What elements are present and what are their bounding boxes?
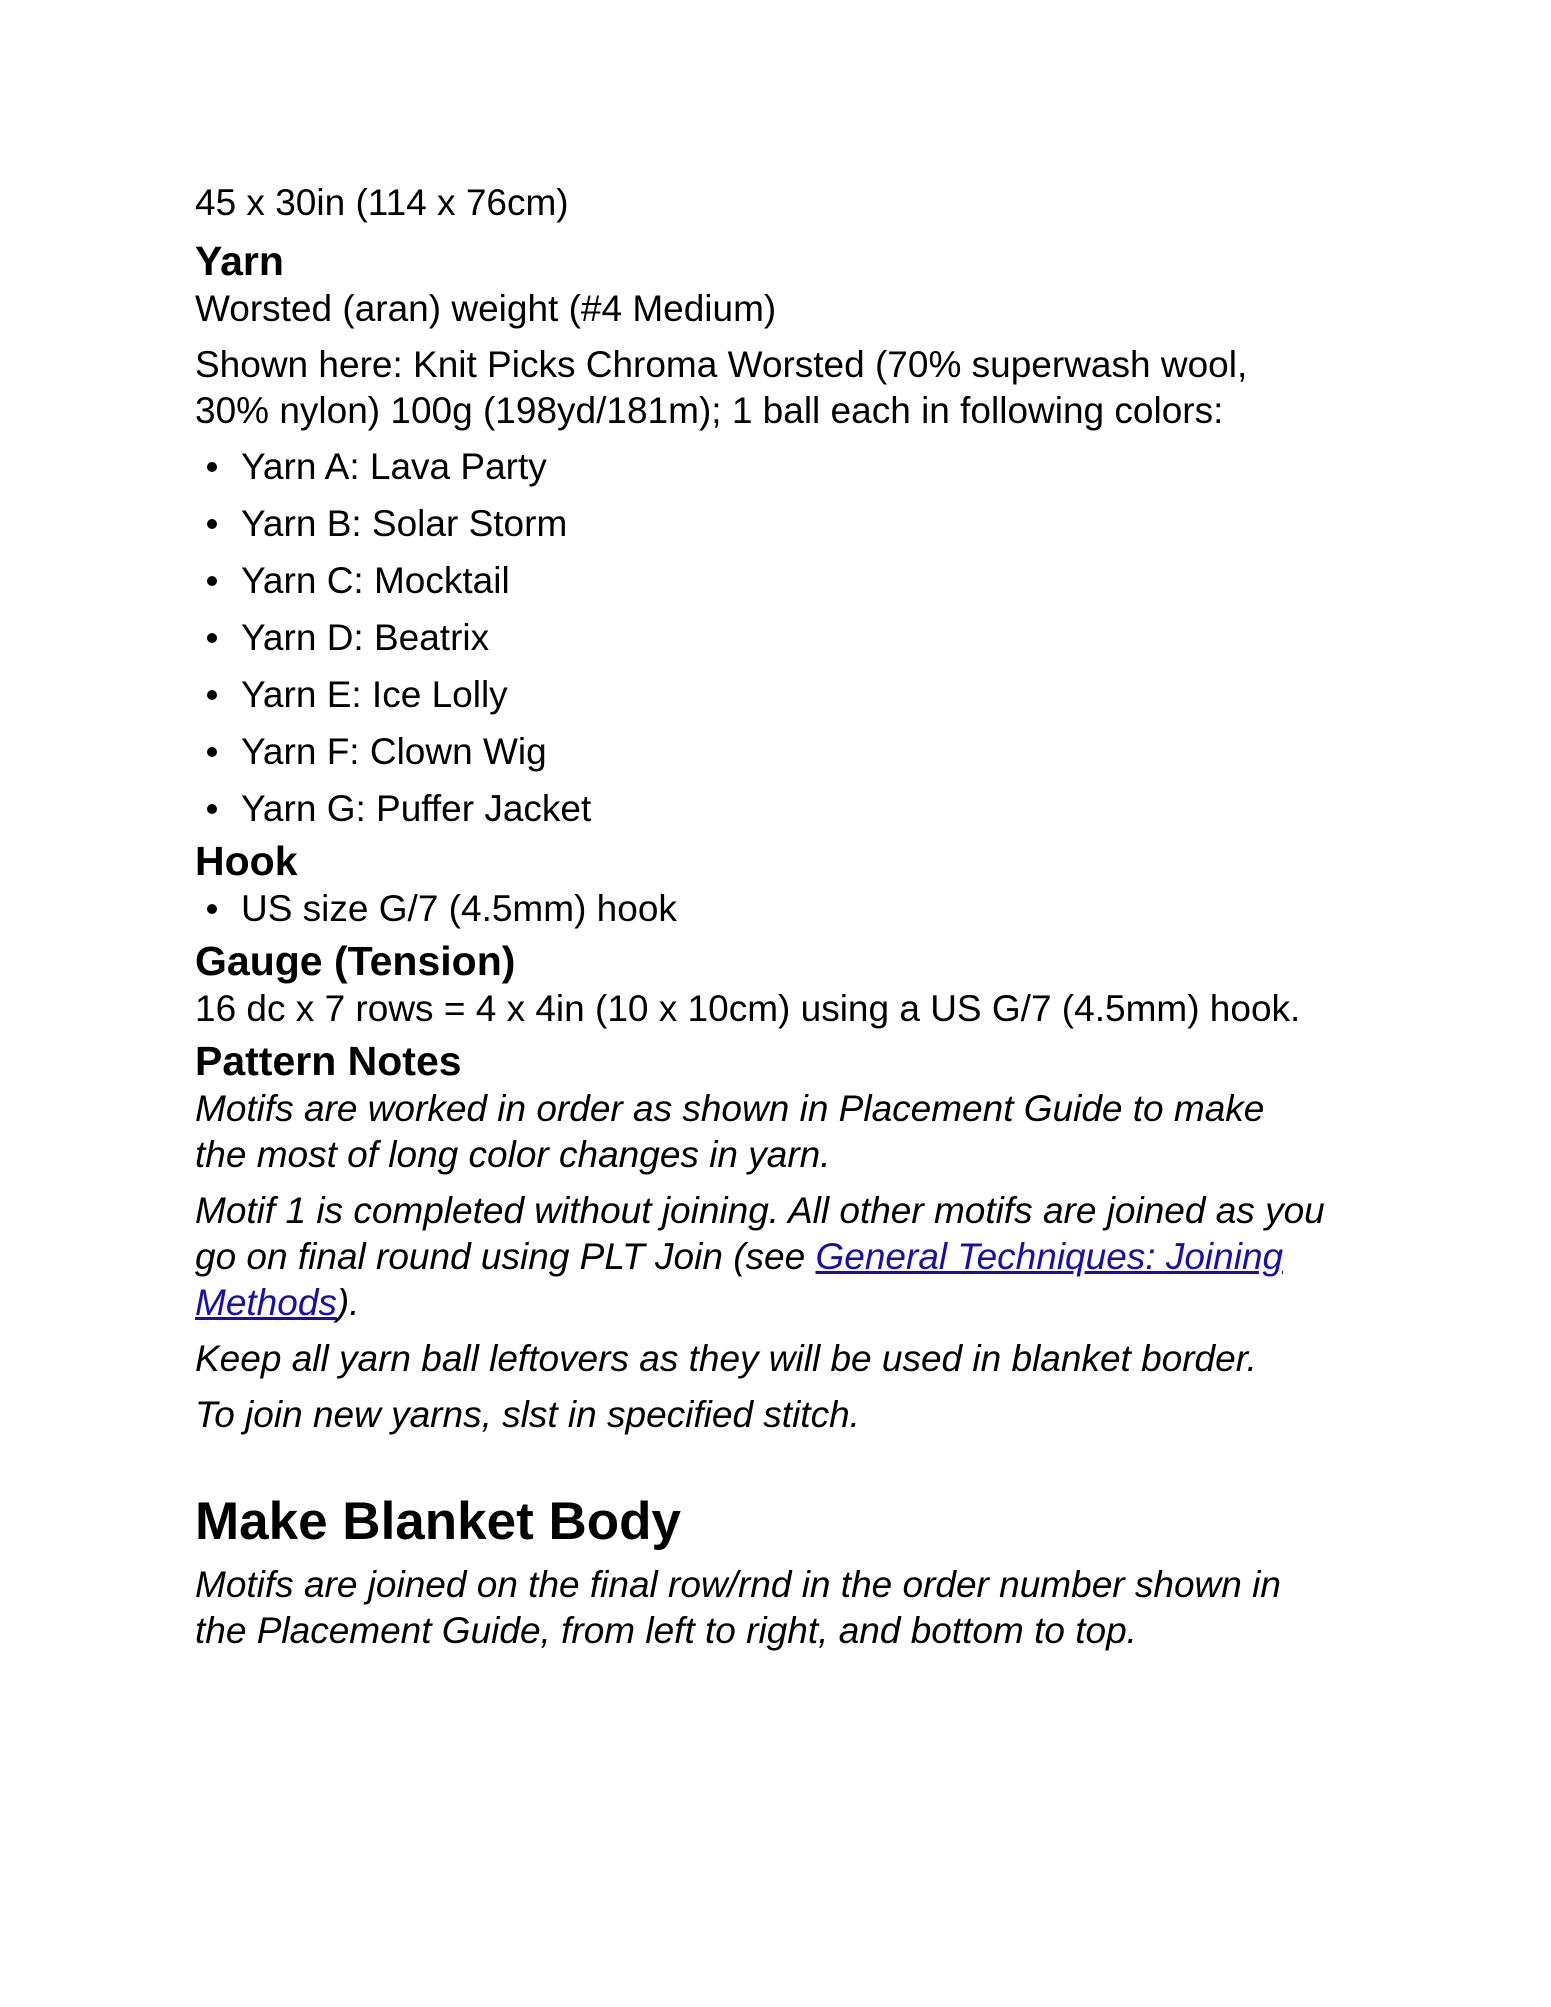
make-blanket-body-text: Motifs are joined on the final row/rnd in the order number shown in the Placement Guide, from left to right, and bottom to top. bbox=[195, 1564, 1281, 1651]
pattern-note: To join new yarns, slst in specified stitch. bbox=[195, 1394, 860, 1435]
make-blanket-body-title: Make Blanket Body bbox=[195, 1492, 681, 1551]
list-item bbox=[195, 501, 1385, 547]
list-item bbox=[195, 729, 1385, 775]
pattern-note: Motifs are worked in order as shown in Placement Guide to make the most of long color changes in yarn. bbox=[195, 1088, 1265, 1175]
hook-item-label: US size G/7 (4.5mm) hook bbox=[241, 888, 677, 929]
pattern-note-text: ). bbox=[336, 1282, 360, 1323]
list-item bbox=[195, 886, 1385, 932]
yarn-list bbox=[195, 444, 1385, 832]
hook-heading: Hook bbox=[195, 838, 298, 884]
yarn-item-label: Yarn A: Lava Party bbox=[241, 446, 547, 487]
yarn-item-label: Yarn E: Ice Lolly bbox=[241, 674, 508, 715]
gauge-heading: Gauge (Tension) bbox=[195, 938, 516, 984]
yarn-item-label: Yarn C: Mocktail bbox=[241, 560, 510, 601]
bullet-icon bbox=[207, 633, 217, 643]
bullet-icon bbox=[207, 462, 217, 472]
bullet-icon bbox=[207, 904, 217, 914]
bullet-icon bbox=[207, 576, 217, 586]
hook-list bbox=[195, 886, 1385, 932]
pattern-note-text: Motif 1 is completed without joining. All other motifs are joined as you go on final round using PLT Join (see bbox=[195, 1190, 1325, 1277]
list-item bbox=[195, 558, 1385, 604]
bullet-icon bbox=[207, 747, 217, 757]
pattern-notes-heading: Pattern Notes bbox=[195, 1038, 462, 1084]
finished-size: 45 x 30in (114 x 76cm) bbox=[195, 182, 569, 223]
document-page bbox=[195, 180, 1385, 1654]
pattern-note: Keep all yarn ball leftovers as they will be used in blanket border. bbox=[195, 1338, 1257, 1379]
gauge-text: 16 dc x 7 rows = 4 x 4in (10 x 10cm) using a US G/7 (4.5mm) hook. bbox=[195, 988, 1301, 1029]
yarn-shown-here: Shown here: Knit Picks Chroma Worsted (70% superwash wool, 30% nylon) 100g (198yd/181m); 1 ball each in following colors: bbox=[195, 344, 1248, 431]
yarn-item-label: Yarn B: Solar Storm bbox=[241, 503, 568, 544]
bullet-icon bbox=[207, 519, 217, 529]
general-techniques-link[interactable]: General Techniques: Joining Methods bbox=[195, 1236, 1284, 1323]
yarn-heading: Yarn bbox=[195, 238, 284, 284]
yarn-item-label: Yarn G: Puffer Jacket bbox=[241, 788, 592, 829]
yarn-weight: Worsted (aran) weight (#4 Medium) bbox=[195, 288, 777, 329]
bullet-icon bbox=[207, 690, 217, 700]
list-item bbox=[195, 672, 1385, 718]
bullet-icon bbox=[207, 804, 217, 814]
list-item bbox=[195, 615, 1385, 661]
yarn-item-label: Yarn D: Beatrix bbox=[241, 617, 490, 658]
yarn-item-label: Yarn F: Clown Wig bbox=[241, 731, 547, 772]
pattern-note bbox=[195, 1188, 1365, 1326]
list-item bbox=[195, 786, 1385, 832]
list-item bbox=[195, 444, 1385, 490]
